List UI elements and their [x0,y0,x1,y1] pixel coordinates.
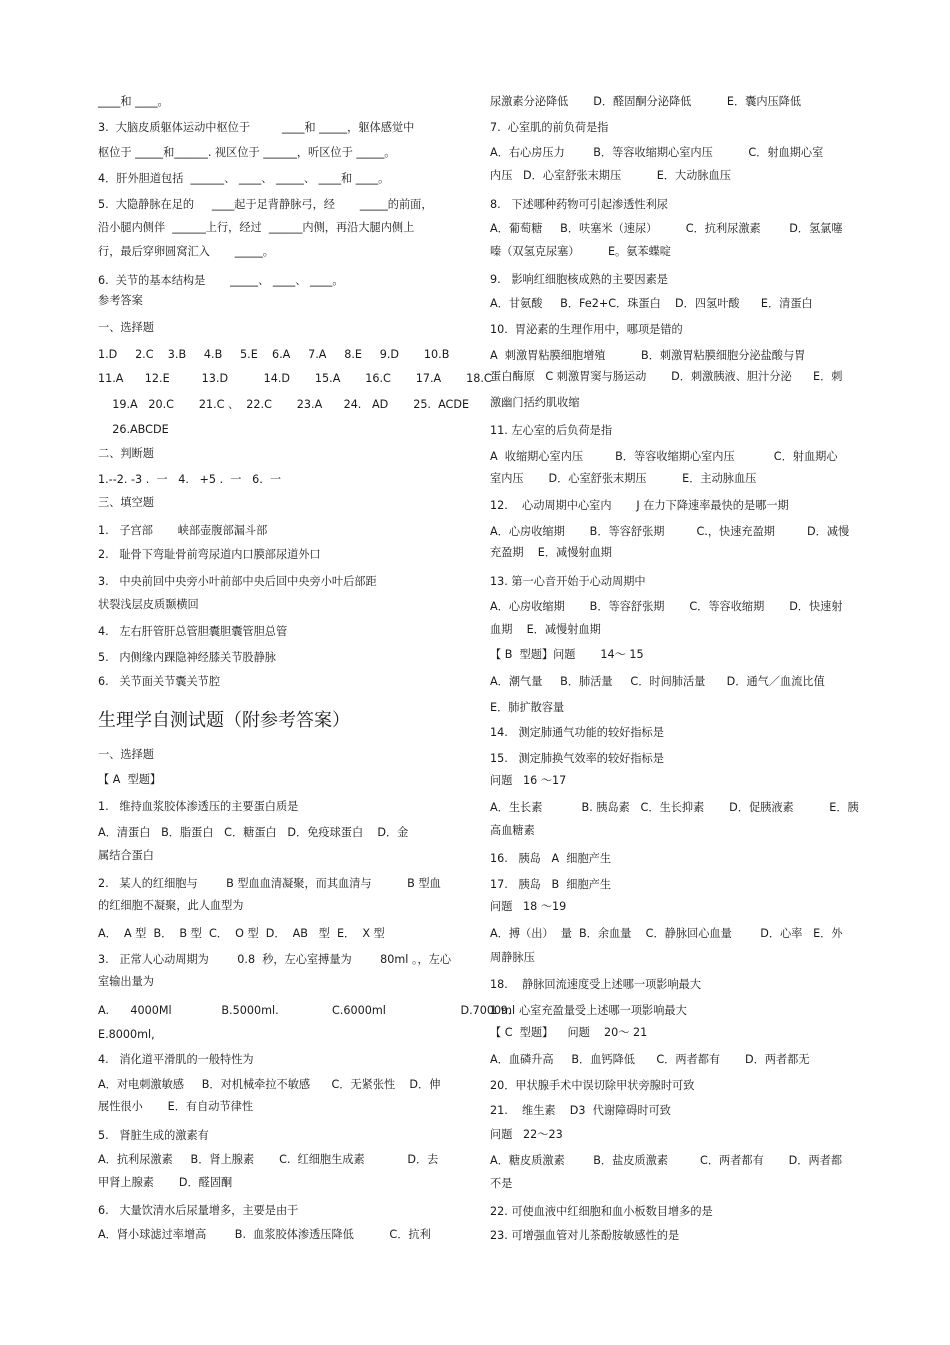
exam-line: 问题 22～23 [490,1128,563,1141]
exam-line: 14. 测定肺通气功能的较好指标是 [490,726,664,739]
exam-line: A．右心房压力 B．等容收缩期心室内压 C．射血期心室 [490,146,824,159]
fill-blank-line: 4．肝外胆道包括 ______、 ____、 _____、 ____和 ____。 [98,172,390,185]
exam-line: 的红细胞不凝聚，此人血型为 [98,899,244,912]
exam-line: E.8000ml, [98,1028,155,1041]
exam-line: E．肺扩散容量 [490,701,565,714]
exam-line: A．心房收缩期 B．等容舒张期 C.，快速充盈期 D．减慢 [490,525,850,538]
exam-line: 10. 胃泌素的生理作用中，哪项是错的 [490,323,683,336]
exam-line: A．血磷升高 B．血钙降低 C．两者都有 D．两者都无 [490,1053,810,1066]
exam-line: A．甘氨酸 B．Fe2+C．珠蛋白 D．四氢叶酸 E．清蛋白 [490,297,813,310]
exam-line: A． A 型 B． B 型 C． O 型 D． AB 型 E． X 型 [98,927,385,940]
exam-line: 尿激素分泌降低 D．醛固酮分泌降低 E．囊内压降低 [490,95,802,108]
fill-blank-line: 6. 关节的基本结构是 _____、 ____、 ____。 [98,274,344,287]
fill-blank-line: 行，最后穿卵圆窝汇入 _____。 [98,245,274,258]
choice-answers-line: 1.D 2.C 3.B 4.B 5.E 6.A 7.A 8.E 9.D 10.B [98,348,450,361]
exam-line: 7. 心室肌的前负荷是指 [490,121,609,134]
exam-line: 18. 静脉回流速度受上述哪一项影响最大 [490,978,702,991]
exam-line: 8. 下述哪种药物可引起渗透性利尿 [490,198,668,211]
exam-line: 充盈期 E．减慢射血期 [490,546,612,559]
exam-line: A 刺激胃粘膜细胞增殖 B．刺激胃粘膜细胞分泌盐酸与胃 [490,349,806,362]
fill-blank-line: 枢位于 _____和______. 视区位于 ______，听区位于 _____。 [98,146,396,159]
exam-line: 4. 消化道平滑肌的一般特性为 [98,1053,254,1066]
exam-line: 内压 D．心室舒张末期压 E．大动脉血压 [490,169,731,182]
exam-line: 激幽门括约肌收缩 [490,396,580,409]
exam-line: 问题 18 ～19 [490,900,567,913]
exam-line: 2. 某人的红细胞与 B 型血血清凝聚，而其血清与 B 型血 [98,877,441,890]
exam-line: 11. 左心室的后负荷是指 [490,424,613,437]
exam-line: A．心房收缩期 B．等容舒张期 C．等容收缩期 D．快速射 [490,600,843,613]
exam-line: 问题 16 ～17 [490,774,567,787]
judge-answers-heading: 二、判断题 [98,447,154,460]
exam-line: 血期 E．减慢射血期 [490,623,601,636]
choice-answers-line: 26.ABCDE [98,423,169,436]
exam-line: A．肾小球滤过率增高 B. 血浆胶体渗透压降低 C．抗利 [98,1228,431,1241]
choice-answers-line: 11.A 12.E 13.D 14.D 15.A 16.C 17.A 18.C [98,372,492,385]
exam-line: 室内压 D．心室舒张末期压 E．主动脉血压 [490,472,757,485]
exam-line: 室输出量为 [98,975,154,988]
exam-line: 15. 测定肺换气效率的较好指标是 [490,752,664,765]
exam-line: 一、选择题 [98,748,154,761]
exam-line: 13. 第一心音开始于心动周期中 [490,575,646,588]
exam-line: 3. 正常人心动周期为 0.8 秒，左心室搏量为 80ml 。，左心 [98,953,452,966]
exam-line: 1 9．心室充盈量受上述哪一项影响最大 [490,1004,687,1017]
exam-line: 21. 维生素 D3 代谢障碍时可致 [490,1104,671,1117]
exam-title: 生理学自测试题（附参考答案） [98,710,350,731]
exam-line: 【 C 型题】 问题 20～ 21 [490,1026,648,1039]
exam-line: A. 4000Ml B.5000ml. C.6000ml D.7000ml [98,1004,516,1017]
exam-line: A 收缩期心室内压 B．等容收缩期心室内压 C．射血期心 [490,450,838,463]
exam-line: A．潮气量 B．肺活量 C．时间肺活量 D．通气／血流比值 [490,675,825,688]
exam-line: 【 B 型题】问题 14～ 15 [490,648,644,661]
exam-line: 1. 维持血浆胶体渗透压的主要蛋白质是 [98,800,299,813]
fill-answers-line: 6. 关节面关节囊关节腔 [98,675,221,688]
fill-answers-line: 4. 左右肝管肝总管胆囊胆囊管胆总管 [98,625,288,638]
exam-line: 蛋白酶原 C 刺激胃窦与肠运动 D．刺激胰液、胆汁分泌 E．刺 [490,370,843,383]
exam-line: 属结合蛋白 [98,849,154,862]
fill-answers-line: 2. 耻骨下弯耻骨前弯尿道内口膜部尿道外口 [98,548,321,561]
exam-line: 20．甲状腺手术中误切除甲状旁腺时可致 [490,1079,695,1092]
exam-line: 展性很小 E．有自动节律性 [98,1100,254,1113]
exam-line: 嗪（双氢克尿塞） E。氨苯蝶啶 [490,245,671,258]
exam-line: 甲肾上腺素 D．醛固酮 [98,1176,233,1189]
fill-blank-line: 5. 大隐静脉在足的 ____起于足背静脉弓，经 _____的前面， [98,198,433,211]
fill-answers-line: 5. 内侧缘内踝隐神经膝关节股静脉 [98,651,276,664]
exam-line: A．糖皮质激素 B．盐皮质激素 C．两者都有 D．两者都 [490,1154,843,1167]
exam-line: 9. 影响红细胞核成熟的主要因素是 [490,273,668,286]
fill-answers-line: 3. 中央前回中央旁小叶前部中央后回中央旁小叶后部距 [98,575,377,588]
choice-answers-heading: 一、选择题 [98,321,154,334]
exam-line: 不是 [490,1177,513,1190]
exam-line: A．搏（出） 量 B．余血量 C．静脉回心血量 D．心率 E．外 [490,927,843,940]
exam-line: 【 A 型题】 [98,773,162,786]
fill-blank-line: ____和 ____。 [98,95,169,108]
fill-answers-heading: 三、填空题 [98,496,154,509]
exam-line: 高血糖素 [490,824,535,837]
fill-blank-line: 3. 大脑皮质躯体运动中枢位于 ____和 _____，躯体感觉中 [98,121,415,134]
judge-answers-line: 1.--2. -3 . 一 4. +5 . 一 6. 一 [98,473,282,486]
answers-heading: 参考答案 [98,294,143,307]
exam-line: 22. 可使血液中红细胞和血小板数目增多的是 [490,1205,713,1218]
exam-line: 周静脉压 [490,951,535,964]
fill-answers-line: 状裂浅层皮质颞横回 [98,598,199,611]
exam-line: 5. 肾脏生成的激素有 [98,1129,209,1142]
exam-line: 16. 胰岛 A 细胞产生 [490,852,612,865]
exam-line: A．生长素 B. 胰岛素 C．生长抑素 D．促胰液素 E．胰 [490,801,859,814]
choice-answers-line: 19.A 20.C 21.C 、 22.C 23.A 24. AD 25. ACDE [98,398,470,411]
exam-line: A．抗利尿激素 B．肾上腺素 C. 红细胞生成素 D．去 [98,1153,439,1166]
exam-line: A．清蛋白 B．脂蛋白 C．糖蛋白 D．免疫球蛋白 D．金 [98,826,409,839]
exam-line: A．葡萄糖 B．呋塞米（速尿） C．抗利尿激素 D．氢氯噻 [490,222,843,235]
exam-line: 6. 大量饮清水后尿量增多，主要是由于 [98,1204,299,1217]
fill-blank-line: 沿小腿内侧伴 ______上行，经过 ______内侧，再沿大腿内侧上 [98,221,415,234]
exam-line: 12. 心动周期中心室内 J 在力下降速率最快的是哪一期 [490,499,789,512]
exam-line: A．对电刺激敏感 B．对机械牵拉不敏感 C．无紧张性 D．伸 [98,1078,441,1091]
fill-answers-line: 1. 子宫部 峡部壶腹部漏斗部 [98,524,268,537]
exam-line: 23. 可增强血管对儿茶酚胺敏感性的是 [490,1229,680,1242]
exam-line: 17. 胰岛 B 细胞产生 [490,878,612,891]
